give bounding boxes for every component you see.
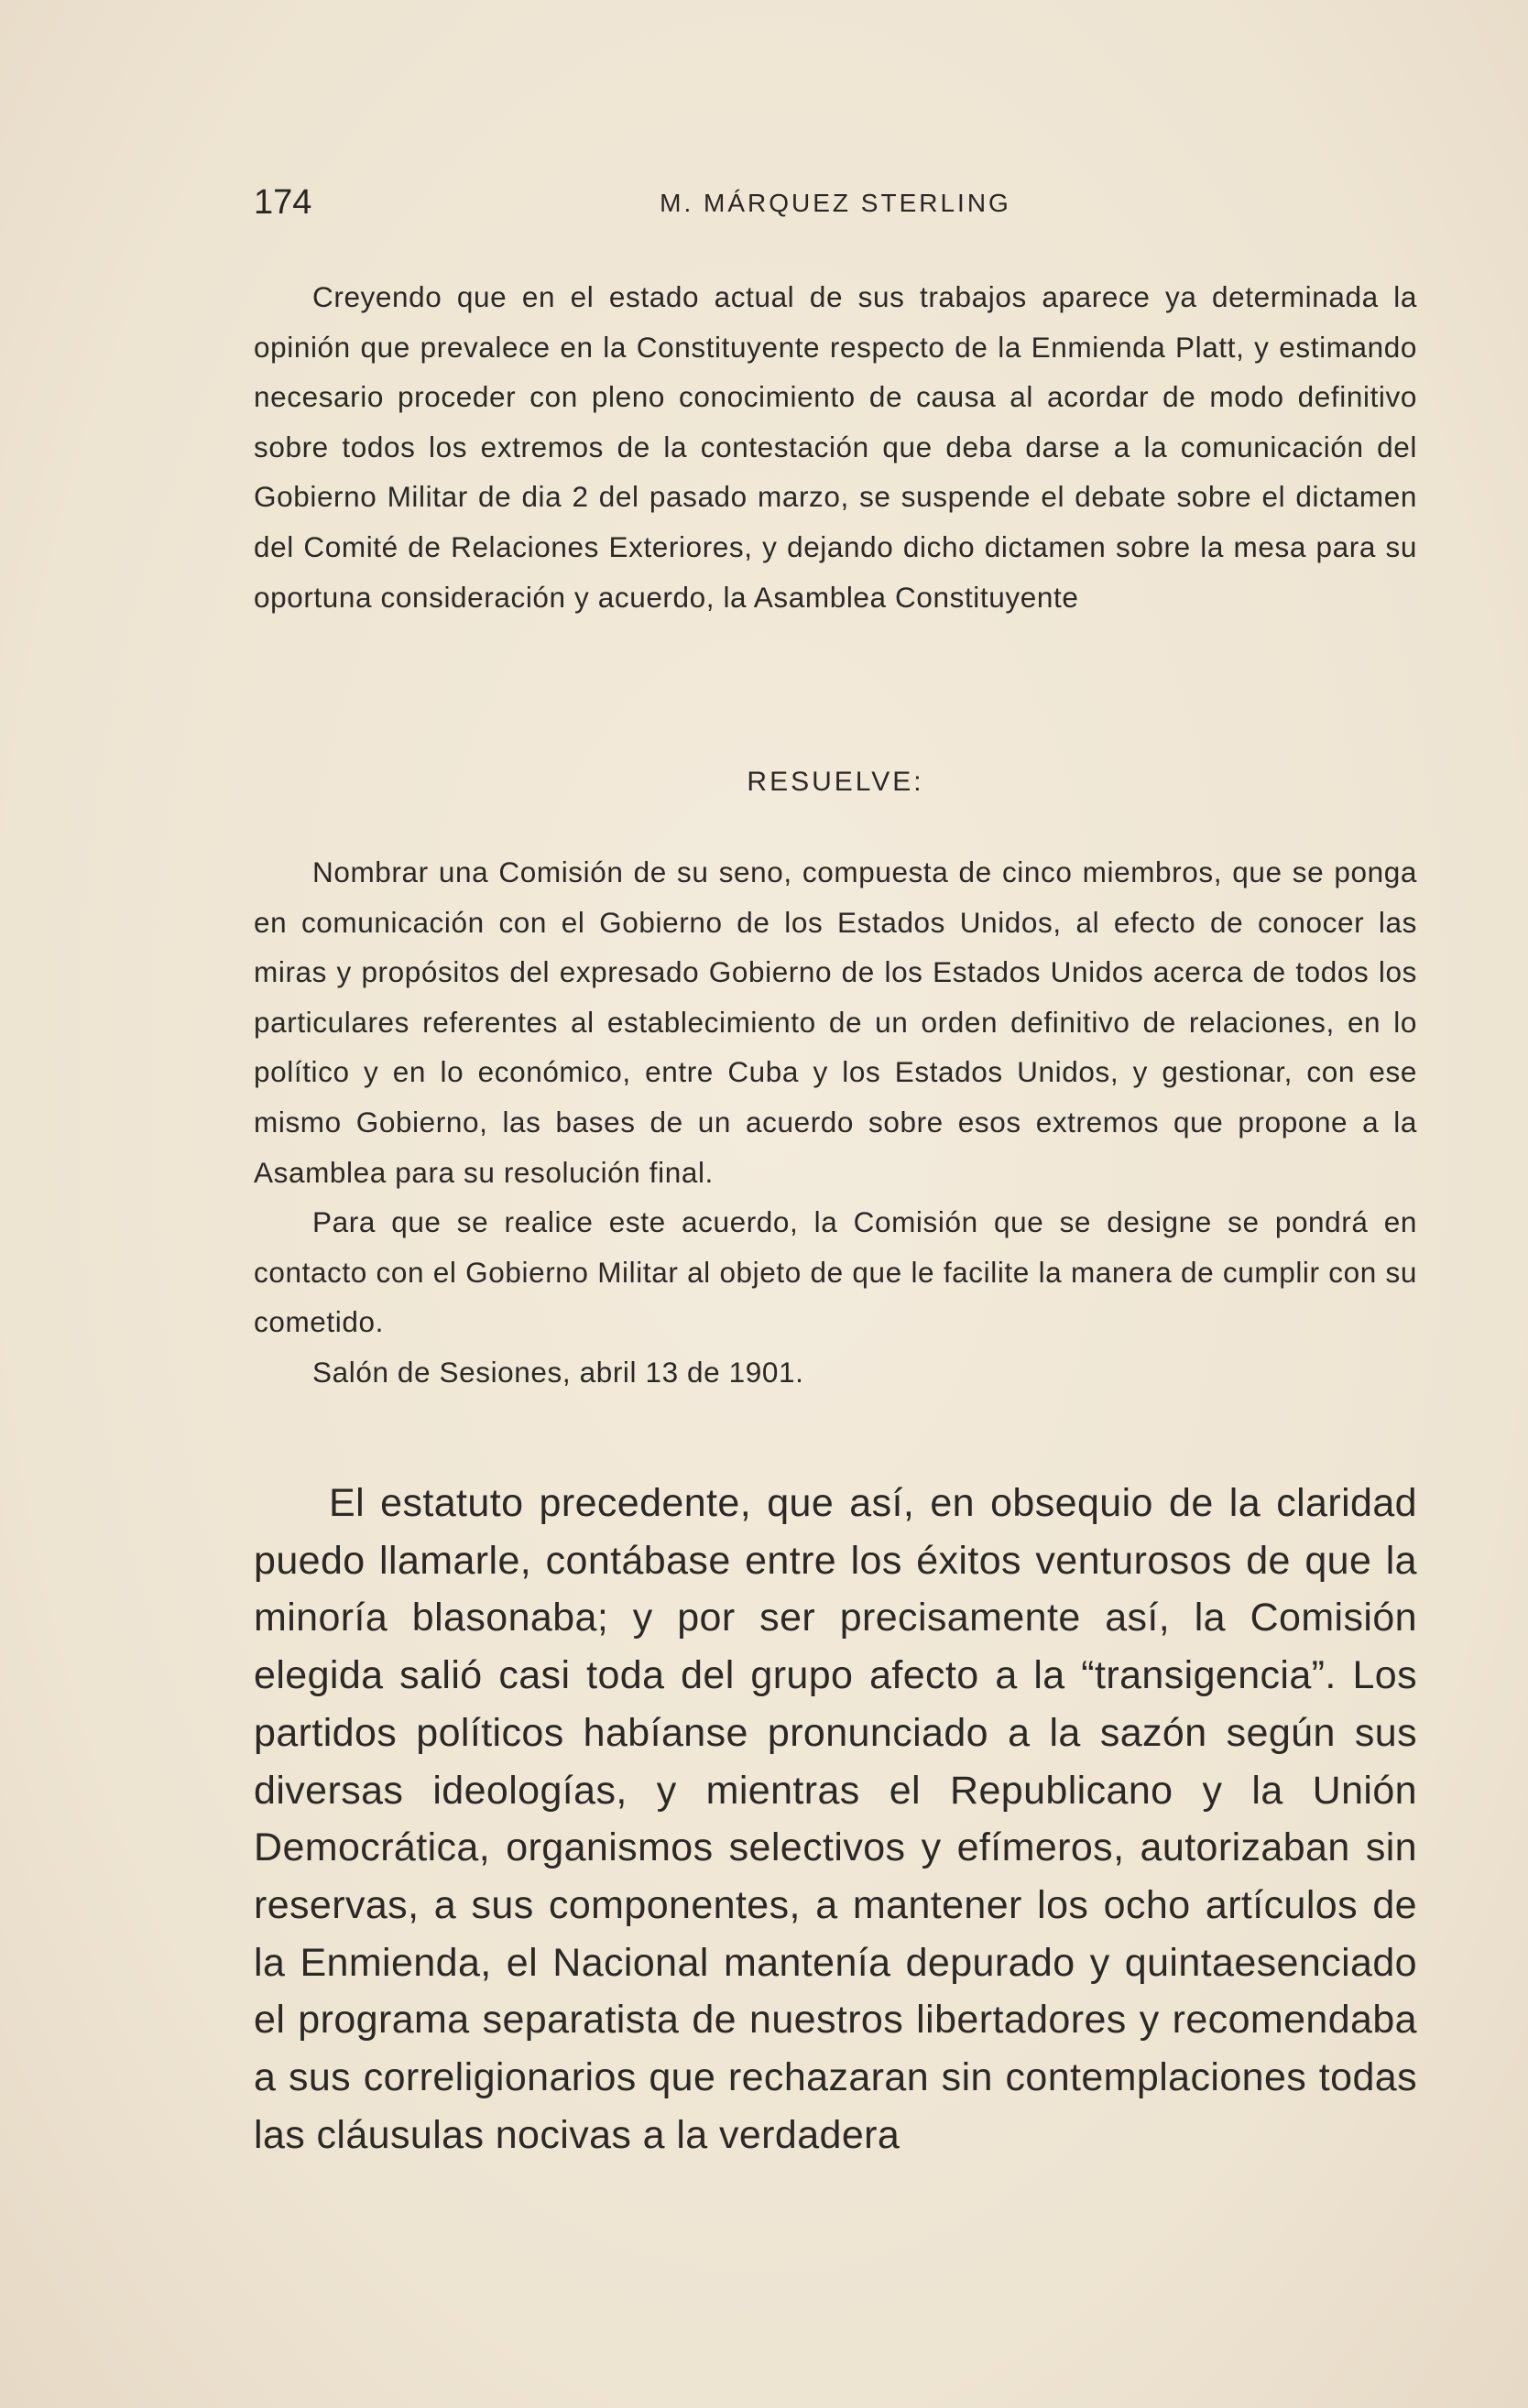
resolves-heading: RESUELVE: [747,767,924,797]
preamble-paragraph [254,272,1417,622]
resolution-signature-line: Salón de Sesiones, abril 13 de 1901. [312,1355,804,1389]
resolution-paragraph: Para que se realice este acuerdo, la Comisión que se designe se pondrá en contacto con el Gobierno Militar al objeto de que le facilite la manera de cumplir con su cometido. [254,1205,1417,1339]
author-running-title: M. MÁRQUEZ STERLING [660,189,1011,217]
commentary-paragraph: El estatuto precedente, que así, en obsequio de la claridad puedo llamarle, contábase entre los éxitos venturosos de que la minoría blasonaba; y por ser precisamente así, la Comisión elegida salió casi toda del grupo afecto a la “transigencia”. Los partidos políticos habíanse pronunciado a la sazón según sus diversas ideologías, y mientras el Republicano y la Unión Democrática, organismos selectivos y efímeros, autorizaban sin reservas, a sus componentes, a mantener los ocho artículos de la Enmienda, el Nacional mantenía depurado y quintaesenciado el programa separatista de nuestros libertadores y recomendaba a sus correligionarios que rechazaran sin contemplaciones todas las cláusulas nocivas a la verdadera [254,1481,1417,2157]
resolution-section [254,847,1417,1398]
running-head [254,180,1417,234]
page-number: 174 [254,183,312,222]
commentary-section [254,1475,1417,2163]
preamble-text: Creyendo que en el estado actual de sus trabajos aparece ya determinada la opinión que prevalece en la Constituyente respecto de la Enmienda Platt, y estimando necesario proceder con pleno conocimiento de causa al acordar de modo definitivo sobre todos los extremos de la contestación que deba darse a la comunicación del Gobierno Militar de dia 2 del pasado marzo, se suspende el debate sobre el dictamen del Comité de Relaciones Exteriores, y dejando dicho dictamen sobre la mesa para su oportuna consideración y acuerdo, la Asamblea Constituyente [254,280,1417,614]
resolution-paragraph: Nombrar una Comisión de su seno, compuesta de cinco miembros, que se ponga en comunicación con el Gobierno de los Estados Unidos, al efecto de conocer las miras y propósitos del expresado Gobierno de los Estados Unidos acerca de todos los particulares referentes al establecimiento de un orden definitivo de relaciones, en lo político y en lo económico, entre Cuba y los Estados Unidos, y gestionar, con ese mismo Gobierno, las bases de un acuerdo sobre esos extremos que propone a la Asamblea para su resolución final. [254,855,1417,1189]
